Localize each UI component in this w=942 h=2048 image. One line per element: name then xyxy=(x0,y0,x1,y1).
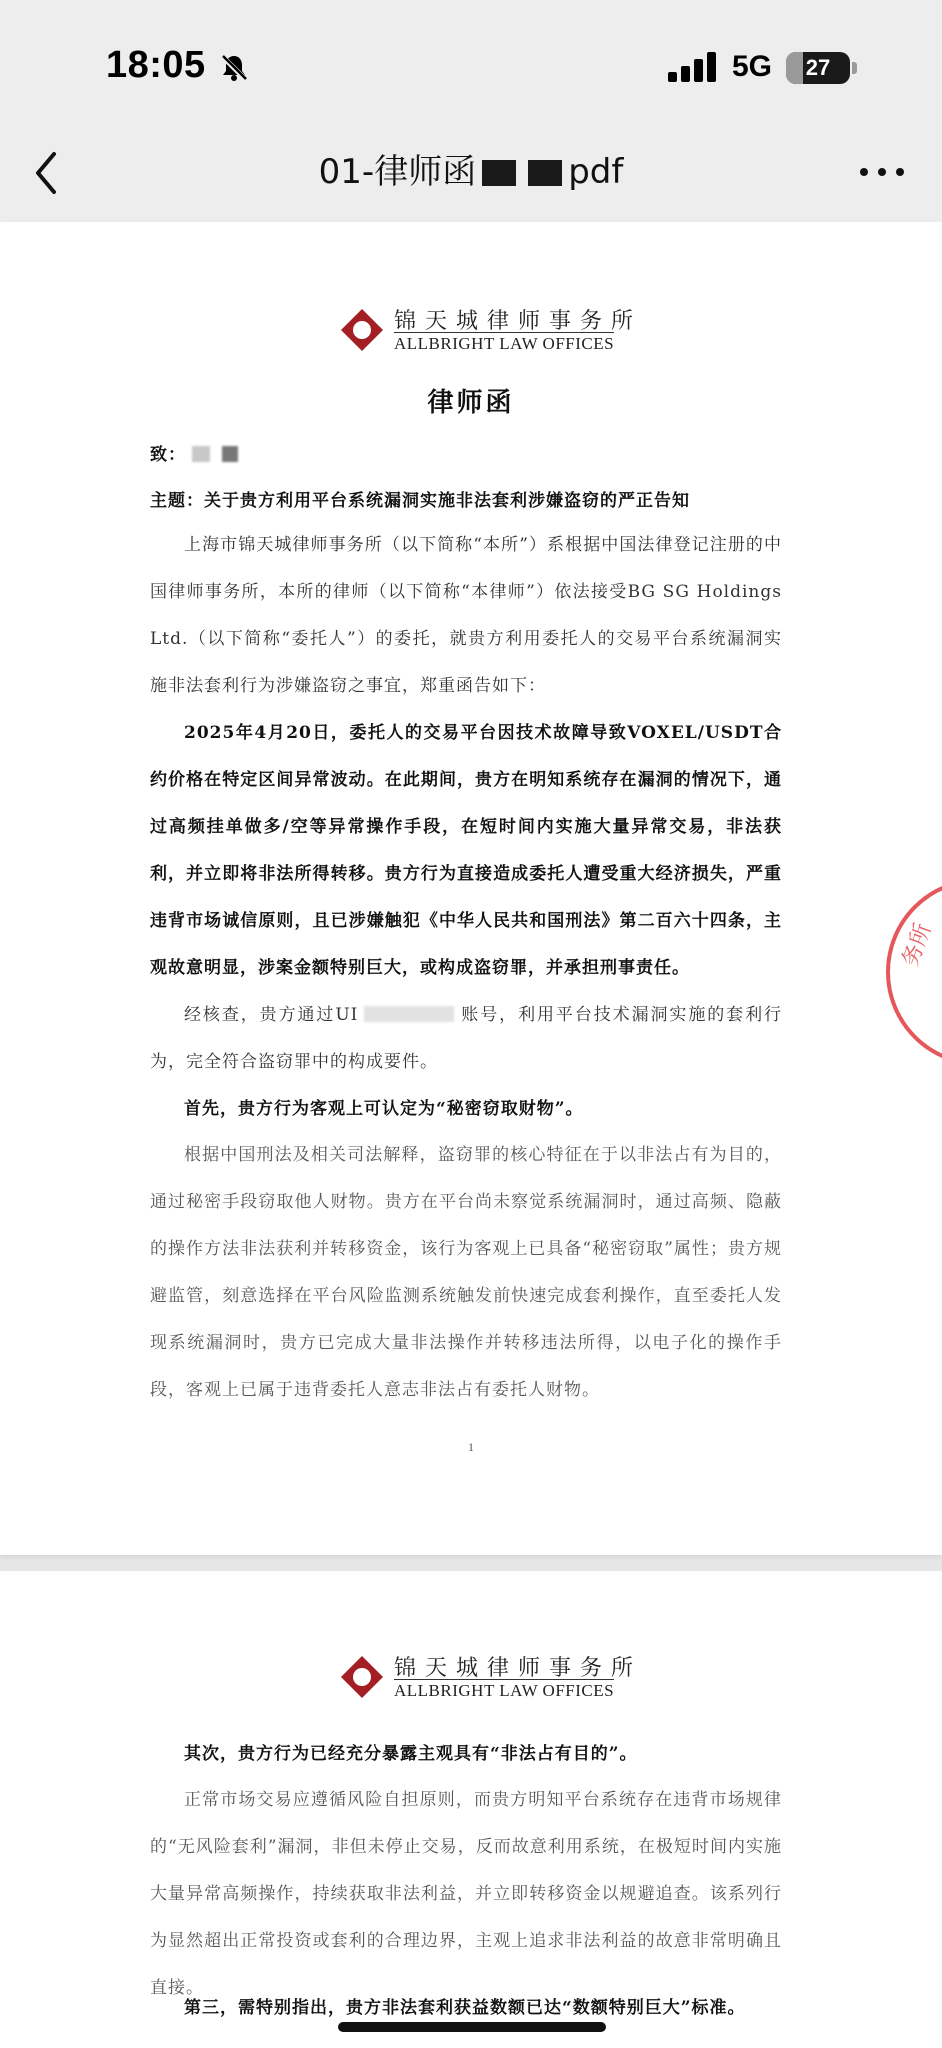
pdf-page-1 xyxy=(0,222,942,1555)
verification-prefix: 经核查，贵方通过UI xyxy=(184,1005,359,1025)
title-redaction xyxy=(528,160,562,186)
second-point-heading: 其次，贵方行为已经充分暴露主观具有“非法占有目的”。 xyxy=(184,1744,638,1764)
firm-logo-icon xyxy=(340,1655,384,1699)
bell-muted-icon xyxy=(218,52,250,84)
status-time: 18:05 xyxy=(106,44,206,86)
network-label: 5G xyxy=(732,50,773,83)
second-point-body: 正常市场交易应遵循风险自担原则，而贵方明知平台系统存在违背市场规律的“无风险套利”漏洞，非但未停止交易，反而故意利用系统，在极短时间内实施大量异常高频操作，持续获取非法利益，并立即转移资金以规避追查。该系列行为显然超出正常投资或套利的合理边界，主观上追求非法利益的故意非常明确且直接。 xyxy=(150,1790,782,1998)
pdf-viewer[interactable] xyxy=(0,222,942,2048)
facts-paragraph: 2025年4月20日，委托人的交易平台因技术故障导致VOXEL/USDT合约价格在特定区间异常波动。在此期间，贵方在明知系统存在漏洞的情况下，通过高频挂单做多/空等异常操作手段，在短时间内实施大量异常交易，非法获利，并立即将非法所得转移。贵方行为直接造成委托人遭受重大经济损失，严重违背市场诚信原则，且已涉嫌触犯《中华人民共和国刑法》第二百六十四条，主观故意明显，涉案金额特别巨大，或构成盗窃罪，并承担刑事责任。 xyxy=(150,723,782,978)
intro-paragraph: 上海市锦天城律师事务所（以下简称“本所”）系根据中国法律登记注册的中国律师事务所，本所的律师（以下简称“本律师”）依法接受BG SG Holdings Ltd.（以下简称“委托人”）的委托，就贵方利用委托人的交易平台系统漏洞实施非法套利行为涉嫌盗窃之事宜，郑重函告如下： xyxy=(150,535,782,696)
title-redaction xyxy=(482,160,516,186)
title-suffix: pdf xyxy=(568,152,624,192)
firm-name-cn: 锦天城律师事务所 xyxy=(394,1656,643,1681)
battery-icon xyxy=(786,52,850,84)
letter-title: 律师函 xyxy=(427,388,515,418)
third-point-heading: 第三，需特别指出，贵方非法套利获益数额已达“数额特别巨大”标准。 xyxy=(184,1998,746,2018)
recipient-redaction xyxy=(192,446,210,462)
home-indicator[interactable] xyxy=(338,2022,606,2032)
first-point-body: 根据中国刑法及相关司法解释，盗窃罪的核心特征在于以非法占有为目的，通过秘密手段窃取他人财物。贵方在平台尚未察觉系统漏洞时，通过高频、隐蔽的操作方法非法获利并转移资金，该行为客观上已具备“秘密窃取”属性；贵方规避监管，刻意选择在平台风险监测系统触发前快速完成套利操作，直至委托人发现系统漏洞时，贵方已完成大量非法操作并转移违法所得，以电子化的操作手段，客观上已属于违背委托人意志非法占有委托人财物。 xyxy=(150,1145,782,1400)
recipient-redaction xyxy=(222,446,238,462)
document-title xyxy=(160,144,782,193)
seal-stamp-text: 务所 xyxy=(898,920,937,971)
verification-paragraph xyxy=(150,992,782,1086)
title-prefix: 01-律师函 xyxy=(318,152,477,192)
seal-stamp xyxy=(880,872,942,1072)
chevron-left-icon[interactable] xyxy=(24,142,84,204)
battery-percent: 27 xyxy=(805,55,831,80)
letterhead xyxy=(340,306,643,356)
verification-suffix: 账号，利用平台技术漏洞实施的套利行为，完全符合盗窃罪中的构成要件。 xyxy=(150,1005,782,1072)
more-icon[interactable] xyxy=(854,152,910,192)
nav-bar xyxy=(0,130,942,220)
battery-cap xyxy=(852,62,857,74)
pdf-page-2 xyxy=(0,1571,942,2048)
firm-name-en: ALLBRIGHT LAW OFFICES xyxy=(394,334,615,353)
status-bar xyxy=(0,0,942,130)
firm-name-en: ALLBRIGHT LAW OFFICES xyxy=(394,1681,615,1700)
letterhead xyxy=(340,1653,643,1703)
recipient-line xyxy=(150,432,782,479)
firm-logo-icon xyxy=(340,308,384,352)
page-number: 1 xyxy=(468,1440,474,1454)
account-redaction xyxy=(364,1006,454,1022)
signal-icon xyxy=(668,52,720,82)
first-point-heading: 首先，贵方行为客观上可认定为“秘密窃取财物”。 xyxy=(184,1099,584,1119)
firm-name-cn: 锦天城律师事务所 xyxy=(394,309,643,334)
recipient-label: 致： xyxy=(150,445,186,465)
subject-line: 主题：关于贵方利用平台系统漏洞实施非法套利涉嫌盗窃的严正告知 xyxy=(150,491,690,511)
